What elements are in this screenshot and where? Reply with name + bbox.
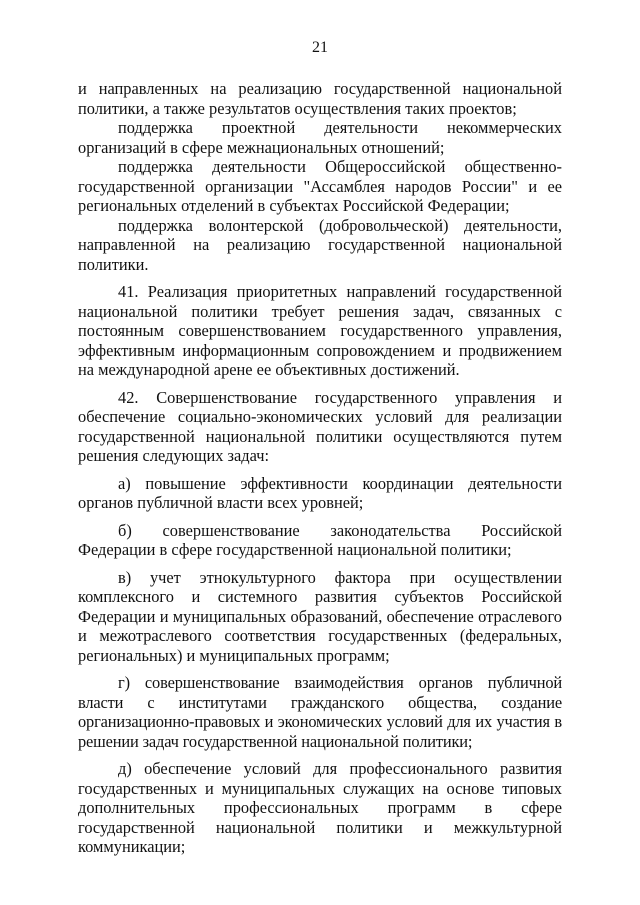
- document-body: [78, 79, 562, 857]
- paragraph-support-volunteer: поддержка волонтерской (добровольческой) деятельности, направленной на реализацию государственной национальной политики.: [78, 215, 562, 274]
- paragraph-continuation: и направленных на реализацию государственной национальной политики, а также результатов осуществления таких проектов;: [78, 79, 562, 118]
- list-item-v: в) учет этнокультурного фактора при осуществлении комплексного и системного развития субъектов Российской Федерации и муниципальных образований, обеспечение отраслевого и межотраслевого соответствия государственных (федеральных, региональных) и муниципальных программ;: [78, 567, 562, 665]
- paragraph-support-assembly: поддержка деятельности Общероссийской общественно-государственной организации "Ассамблея народов России" и ее региональных отделений в субъектах Российской Федерации;: [78, 157, 562, 215]
- list-item-b: б) совершенствование законодательства Российской Федерации в сфере государственной национальной политики;: [78, 520, 562, 559]
- page-number: 21: [312, 39, 328, 56]
- list-item-g: г) совершенствование взаимодействия органов публичной власти с институтами гражданского общества, создание организационно-правовых и экономических условий для их участия в решении задач государственной национальной политики;: [78, 673, 562, 751]
- paragraph-42: 42. Совершенствование государственного управления и обеспечение социально-экономических условий для реализации государственной национальной политики осуществляются путем решения следующих задач:: [78, 387, 562, 465]
- paragraph-support-projects: поддержка проектной деятельности некоммерческих организаций в сфере межнациональных отношений;: [78, 118, 562, 157]
- paragraph-41: 41. Реализация приоритетных направлений государственной национальной политики требует решения задач, связанных с постоянным совершенствованием государственного управления, эффективным информационным сопровождением и продвижением на международной арене ее объективных достижений.: [78, 282, 562, 379]
- list-item-d: д) обеспечение условий для профессионального развития государственных и муниципальных служащих на основе типовых дополнительных профессиональных программ в сфере государственной национальной политики и межкультурной коммуникации;: [78, 759, 562, 856]
- list-item-a: а) повышение эффективности координации деятельности органов публичной власти всех уровней;: [78, 473, 562, 512]
